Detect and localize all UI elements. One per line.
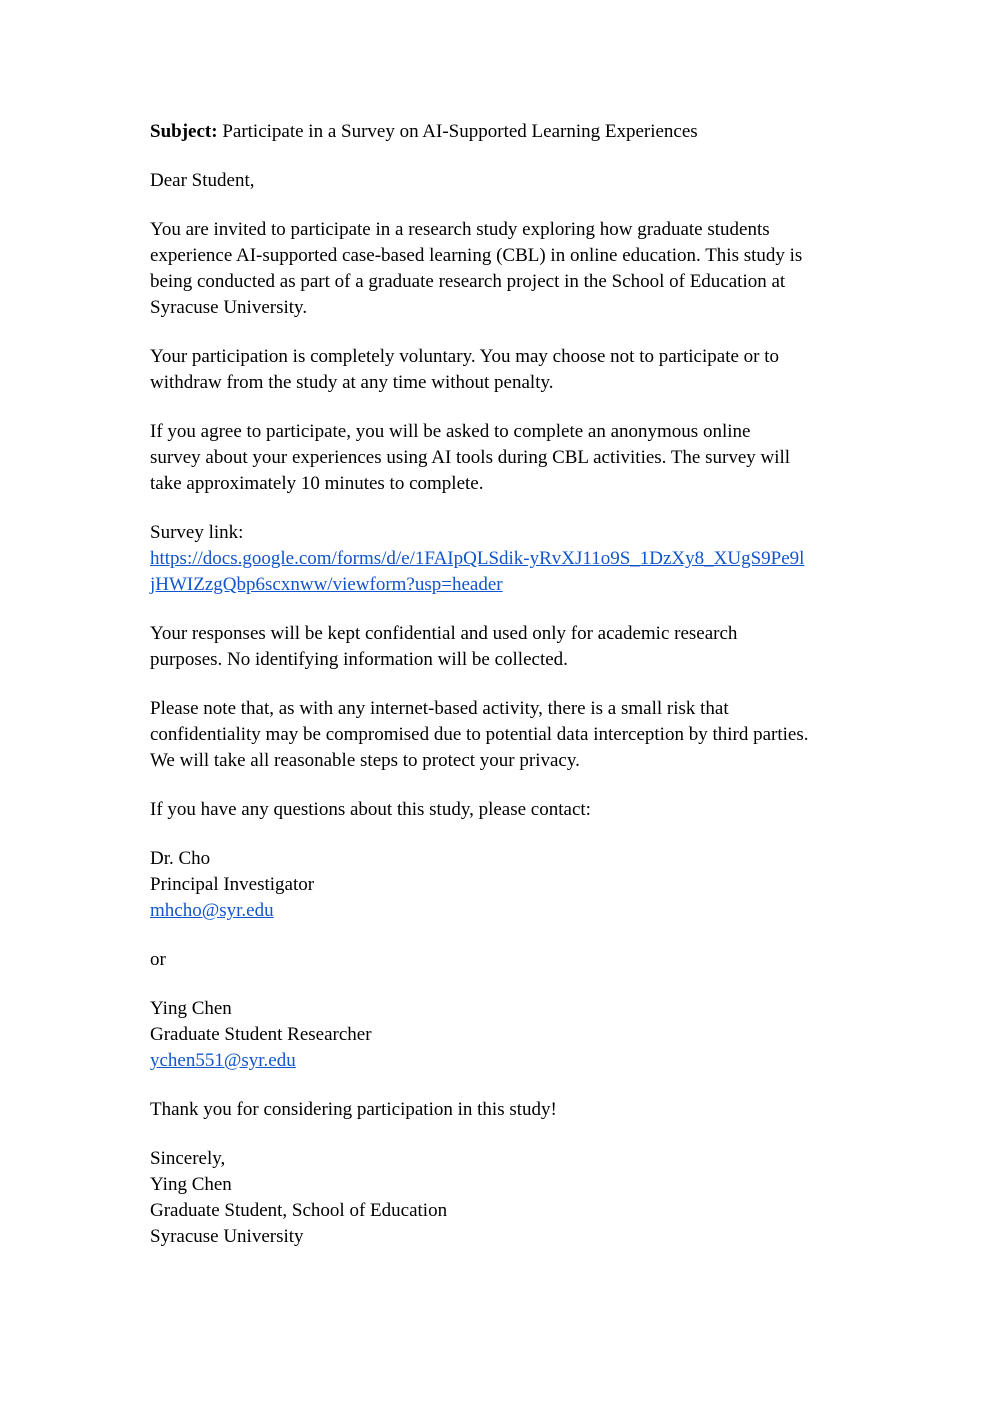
risk-line: confidentiality may be compromised due to potential data interception by third parties. — [150, 724, 809, 745]
intro-line: You are invited to participate in a research study exploring how graduate students — [150, 219, 770, 240]
risk-line: We will take all reasonable steps to protect your privacy. — [150, 750, 580, 771]
procedure-line: If you agree to participate, you will be asked to complete an anonymous online — [150, 421, 751, 442]
voluntary-paragraph — [150, 344, 870, 396]
greeting: Dear Student, — [150, 170, 255, 191]
risk-paragraph — [150, 696, 870, 774]
contact-name: Dr. Cho — [150, 848, 211, 869]
signature-closing: Sincerely, — [150, 1148, 226, 1169]
contact-block-primary — [150, 846, 870, 924]
contact-email-link[interactable]: mhcho@syr.edu — [150, 900, 274, 921]
signature-block — [150, 1146, 870, 1250]
survey-link[interactable] — [150, 546, 870, 595]
procedure-line: take approximately 10 minutes to complete. — [150, 473, 484, 494]
intro-line: experience AI-supported case-based learning (CBL) in online education. This study is — [150, 245, 803, 266]
voluntary-line: Your participation is completely voluntary. You may choose not to participate or to — [150, 346, 780, 367]
intro-line: Syracuse University. — [150, 297, 308, 318]
intro-line: being conducted as part of a graduate research project in the School of Education at — [150, 271, 786, 292]
voluntary-line: withdraw from the study at any time without penalty. — [150, 372, 554, 393]
signature-name: Ying Chen — [150, 1174, 232, 1195]
contact-block-secondary — [150, 996, 870, 1074]
questions-line: If you have any questions about this study, please contact: — [150, 799, 591, 820]
contact-email-link[interactable]: ychen551@syr.edu — [150, 1050, 296, 1071]
confidential-line: Your responses will be kept confidential and used only for academic research — [150, 623, 738, 644]
confidential-paragraph — [150, 621, 870, 673]
risk-line: Please note that, as with any internet-based activity, there is a small risk that — [150, 698, 729, 719]
procedure-paragraph — [150, 419, 870, 497]
or-separator: or — [150, 949, 166, 970]
thanks-line: Thank you for considering participation in this study! — [150, 1099, 557, 1120]
contact-role: Graduate Student Researcher — [150, 1024, 372, 1045]
email-document — [150, 119, 870, 1250]
subject-label: Subject: — [150, 121, 218, 142]
survey-link-line[interactable]: https://docs.google.com/forms/d/e/1FAIpQLSdik-yRvXJ11o9S_1DzXy8_XUgS9Pe9l — [150, 548, 805, 569]
signature-title: Graduate Student, School of Education — [150, 1200, 448, 1221]
confidential-line: purposes. No identifying information will be collected. — [150, 649, 568, 670]
intro-paragraph — [150, 217, 870, 321]
survey-link-block — [150, 520, 870, 598]
survey-link-label: Survey link: — [150, 522, 244, 543]
subject-text: Participate in a Survey on AI-Supported Learning Experiences — [217, 121, 698, 142]
subject-line — [150, 119, 870, 145]
contact-name: Ying Chen — [150, 998, 232, 1019]
procedure-line: survey about your experiences using AI tools during CBL activities. The survey will — [150, 447, 791, 468]
signature-org: Syracuse University — [150, 1226, 304, 1247]
survey-link-line[interactable]: jHWIZzgQbp6scxnww/viewform?usp=header — [150, 574, 503, 595]
contact-role: Principal Investigator — [150, 874, 315, 895]
